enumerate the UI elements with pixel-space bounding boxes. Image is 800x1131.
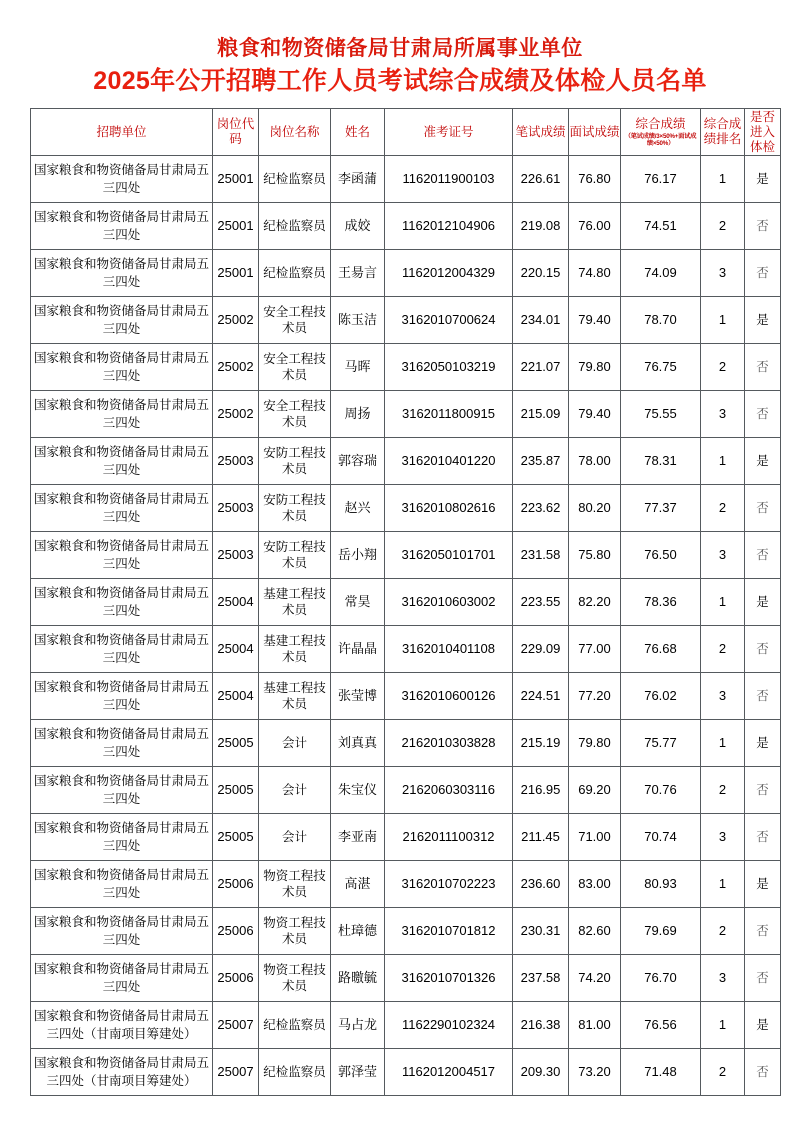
cell-unit: 国家粮食和物资储备局甘肃局五三四处: [31, 485, 213, 532]
cell-rank: 2: [701, 908, 745, 955]
cell-unit: 国家粮食和物资储备局甘肃局五三四处: [31, 438, 213, 485]
cell-interview-score: 73.20: [569, 1049, 621, 1096]
cell-written-score: 215.19: [513, 720, 569, 767]
cell-job-name: 安防工程技术员: [259, 438, 331, 485]
table-row: [31, 767, 781, 814]
table-row: [31, 861, 781, 908]
cell-job-name: 基建工程技术员: [259, 673, 331, 720]
table-row: [31, 297, 781, 344]
cell-unit: 国家粮食和物资储备局甘肃局五三四处: [31, 250, 213, 297]
header-rank: 综合成绩排名: [701, 109, 745, 156]
cell-rank: 2: [701, 1049, 745, 1096]
cell-job-name: 纪检监察员: [259, 156, 331, 203]
table-row: [31, 1049, 781, 1096]
cell-total-score: 74.09: [621, 250, 701, 297]
cell-candidate-name: 陈玉洁: [331, 297, 385, 344]
cell-physical-exam: 否: [745, 485, 781, 532]
cell-total-score: 78.70: [621, 297, 701, 344]
cell-interview-score: 79.80: [569, 344, 621, 391]
cell-total-score: 76.50: [621, 532, 701, 579]
cell-rank: 2: [701, 203, 745, 250]
header-total-score-formula: （笔试成绩/3×50%+面试成绩×50%）: [624, 133, 697, 147]
cell-candidate-name: 赵兴: [331, 485, 385, 532]
cell-physical-exam: 否: [745, 814, 781, 861]
cell-ticket-number: 1162012004517: [385, 1049, 513, 1096]
cell-ticket-number: 2162011100312: [385, 814, 513, 861]
table-header: [31, 109, 781, 156]
cell-rank: 3: [701, 532, 745, 579]
cell-total-score: 76.56: [621, 1002, 701, 1049]
header-name: 姓名: [331, 109, 385, 156]
cell-ticket-number: 3162010401220: [385, 438, 513, 485]
cell-candidate-name: 刘真真: [331, 720, 385, 767]
cell-unit: 国家粮食和物资储备局甘肃局五三四处: [31, 203, 213, 250]
table-row: [31, 814, 781, 861]
cell-total-score: 78.36: [621, 579, 701, 626]
header-total-score: [621, 109, 701, 156]
cell-ticket-number: 2162060303116: [385, 767, 513, 814]
cell-total-score: 79.69: [621, 908, 701, 955]
cell-job-code: 25004: [213, 579, 259, 626]
cell-total-score: 80.93: [621, 861, 701, 908]
title-line-2: 2025年公开招聘工作人员考试综合成绩及体检人员名单: [93, 67, 707, 95]
cell-candidate-name: 路曒毓: [331, 955, 385, 1002]
cell-job-name: 纪检监察员: [259, 250, 331, 297]
cell-physical-exam: 否: [745, 1049, 781, 1096]
cell-written-score: 220.15: [513, 250, 569, 297]
cell-candidate-name: 马占龙: [331, 1002, 385, 1049]
header-physical-exam: 是否进入体检: [745, 109, 781, 156]
table-body: [31, 156, 781, 1096]
header-code: 岗位代码: [213, 109, 259, 156]
cell-unit: 国家粮食和物资储备局甘肃局五三四处: [31, 156, 213, 203]
table-row: [31, 673, 781, 720]
cell-written-score: 215.09: [513, 391, 569, 438]
cell-interview-score: 77.20: [569, 673, 621, 720]
cell-job-name: 会计: [259, 767, 331, 814]
cell-rank: 1: [701, 156, 745, 203]
cell-ticket-number: 2162010303828: [385, 720, 513, 767]
cell-total-score: 77.37: [621, 485, 701, 532]
cell-written-score: 226.61: [513, 156, 569, 203]
cell-interview-score: 81.00: [569, 1002, 621, 1049]
cell-unit: 国家粮食和物资储备局甘肃局五三四处: [31, 767, 213, 814]
cell-physical-exam: 是: [745, 720, 781, 767]
cell-job-name: 安全工程技术员: [259, 297, 331, 344]
cell-rank: 1: [701, 720, 745, 767]
cell-ticket-number: 1162012104906: [385, 203, 513, 250]
cell-rank: 2: [701, 344, 745, 391]
cell-interview-score: 74.80: [569, 250, 621, 297]
cell-written-score: 224.51: [513, 673, 569, 720]
cell-physical-exam: 是: [745, 1002, 781, 1049]
cell-unit: 国家粮食和物资储备局甘肃局五三四处: [31, 391, 213, 438]
cell-interview-score: 77.00: [569, 626, 621, 673]
cell-written-score: 211.45: [513, 814, 569, 861]
cell-written-score: 221.07: [513, 344, 569, 391]
cell-unit: 国家粮食和物资储备局甘肃局五三四处: [31, 579, 213, 626]
document-title: [0, 0, 800, 108]
cell-total-score: 70.74: [621, 814, 701, 861]
cell-job-name: 物资工程技术员: [259, 908, 331, 955]
cell-total-score: 70.76: [621, 767, 701, 814]
cell-job-code: 25004: [213, 673, 259, 720]
table-row: [31, 1002, 781, 1049]
cell-candidate-name: 马晖: [331, 344, 385, 391]
cell-written-score: 229.09: [513, 626, 569, 673]
cell-ticket-number: 1162011900103: [385, 156, 513, 203]
cell-physical-exam: 否: [745, 908, 781, 955]
cell-candidate-name: 周扬: [331, 391, 385, 438]
table-row: [31, 344, 781, 391]
cell-candidate-name: 许晶晶: [331, 626, 385, 673]
cell-candidate-name: 杜璋德: [331, 908, 385, 955]
cell-unit: 国家粮食和物资储备局甘肃局五三四处: [31, 861, 213, 908]
table-row: [31, 485, 781, 532]
cell-physical-exam: 否: [745, 626, 781, 673]
cell-ticket-number: 1162290102324: [385, 1002, 513, 1049]
table-row: [31, 391, 781, 438]
cell-rank: 1: [701, 1002, 745, 1049]
cell-job-name: 物资工程技术员: [259, 861, 331, 908]
results-table-container: [0, 108, 800, 1096]
cell-ticket-number: 3162010701326: [385, 955, 513, 1002]
cell-total-score: 76.17: [621, 156, 701, 203]
cell-rank: 2: [701, 626, 745, 673]
cell-ticket-number: 3162010603002: [385, 579, 513, 626]
cell-ticket-number: 1162012004329: [385, 250, 513, 297]
cell-job-code: 25001: [213, 156, 259, 203]
cell-job-code: 25005: [213, 767, 259, 814]
cell-job-code: 25005: [213, 720, 259, 767]
cell-unit: 国家粮食和物资储备局甘肃局五三四处: [31, 908, 213, 955]
cell-interview-score: 79.80: [569, 720, 621, 767]
cell-candidate-name: 常昊: [331, 579, 385, 626]
cell-interview-score: 74.20: [569, 955, 621, 1002]
cell-candidate-name: 高湛: [331, 861, 385, 908]
cell-job-name: 纪检监察员: [259, 203, 331, 250]
cell-physical-exam: 是: [745, 861, 781, 908]
cell-unit: 国家粮食和物资储备局甘肃局五三四处: [31, 344, 213, 391]
cell-job-code: 25001: [213, 250, 259, 297]
cell-job-code: 25003: [213, 485, 259, 532]
cell-ticket-number: 3162010401108: [385, 626, 513, 673]
results-table: [30, 108, 781, 1096]
cell-unit: 国家粮食和物资储备局甘肃局五三四处: [31, 814, 213, 861]
cell-job-code: 25002: [213, 344, 259, 391]
cell-candidate-name: 朱宝仪: [331, 767, 385, 814]
cell-physical-exam: 否: [745, 767, 781, 814]
cell-job-code: 25002: [213, 391, 259, 438]
cell-physical-exam: 否: [745, 673, 781, 720]
header-written-score: 笔试成绩: [513, 109, 569, 156]
cell-total-score: 76.70: [621, 955, 701, 1002]
cell-unit: 国家粮食和物资储备局甘肃局五三四处: [31, 532, 213, 579]
cell-ticket-number: 3162050103219: [385, 344, 513, 391]
cell-ticket-number: 3162010600126: [385, 673, 513, 720]
cell-job-code: 25003: [213, 532, 259, 579]
table-row: [31, 532, 781, 579]
table-row: [31, 156, 781, 203]
cell-candidate-name: 郭泽莹: [331, 1049, 385, 1096]
cell-total-score: 71.48: [621, 1049, 701, 1096]
cell-total-score: 76.75: [621, 344, 701, 391]
cell-unit: 国家粮食和物资储备局甘肃局五三四处（甘南项目筹建处）: [31, 1002, 213, 1049]
cell-job-code: 25006: [213, 908, 259, 955]
cell-written-score: 216.95: [513, 767, 569, 814]
cell-unit: 国家粮食和物资储备局甘肃局五三四处: [31, 720, 213, 767]
cell-job-code: 25007: [213, 1002, 259, 1049]
cell-rank: 1: [701, 438, 745, 485]
cell-ticket-number: 3162010802616: [385, 485, 513, 532]
header-ticket: 准考证号: [385, 109, 513, 156]
cell-written-score: 234.01: [513, 297, 569, 344]
cell-rank: 3: [701, 391, 745, 438]
cell-physical-exam: 否: [745, 955, 781, 1002]
cell-total-score: 74.51: [621, 203, 701, 250]
cell-physical-exam: 是: [745, 297, 781, 344]
cell-ticket-number: 3162010701812: [385, 908, 513, 955]
table-row: [31, 203, 781, 250]
cell-job-name: 安全工程技术员: [259, 391, 331, 438]
cell-job-name: 会计: [259, 814, 331, 861]
table-row: [31, 720, 781, 767]
cell-written-score: 236.60: [513, 861, 569, 908]
cell-rank: 3: [701, 250, 745, 297]
cell-job-code: 25003: [213, 438, 259, 485]
cell-interview-score: 79.40: [569, 391, 621, 438]
cell-ticket-number: 3162050101701: [385, 532, 513, 579]
cell-written-score: 219.08: [513, 203, 569, 250]
cell-written-score: 223.62: [513, 485, 569, 532]
cell-job-name: 安防工程技术员: [259, 532, 331, 579]
cell-job-code: 25002: [213, 297, 259, 344]
cell-written-score: 235.87: [513, 438, 569, 485]
cell-rank: 2: [701, 485, 745, 532]
table-row: [31, 579, 781, 626]
cell-physical-exam: 否: [745, 344, 781, 391]
cell-written-score: 223.55: [513, 579, 569, 626]
cell-physical-exam: 是: [745, 579, 781, 626]
cell-written-score: 231.58: [513, 532, 569, 579]
cell-unit: 国家粮食和物资储备局甘肃局五三四处: [31, 673, 213, 720]
cell-written-score: 237.58: [513, 955, 569, 1002]
cell-rank: 3: [701, 814, 745, 861]
cell-candidate-name: 李函蒲: [331, 156, 385, 203]
cell-total-score: 76.68: [621, 626, 701, 673]
cell-rank: 1: [701, 579, 745, 626]
cell-candidate-name: 岳小翔: [331, 532, 385, 579]
cell-rank: 1: [701, 861, 745, 908]
cell-candidate-name: 李亚南: [331, 814, 385, 861]
cell-job-code: 25006: [213, 861, 259, 908]
cell-unit: 国家粮食和物资储备局甘肃局五三四处（甘南项目筹建处）: [31, 1049, 213, 1096]
cell-unit: 国家粮食和物资储备局甘肃局五三四处: [31, 626, 213, 673]
cell-interview-score: 78.00: [569, 438, 621, 485]
cell-interview-score: 75.80: [569, 532, 621, 579]
cell-total-score: 75.55: [621, 391, 701, 438]
cell-ticket-number: 3162010702223: [385, 861, 513, 908]
cell-interview-score: 79.40: [569, 297, 621, 344]
cell-job-name: 基建工程技术员: [259, 579, 331, 626]
header-row: [31, 109, 781, 156]
cell-unit: 国家粮食和物资储备局甘肃局五三四处: [31, 955, 213, 1002]
cell-physical-exam: 否: [745, 391, 781, 438]
header-interview-score: 面试成绩: [569, 109, 621, 156]
cell-rank: 2: [701, 767, 745, 814]
cell-interview-score: 80.20: [569, 485, 621, 532]
table-row: [31, 250, 781, 297]
cell-physical-exam: 否: [745, 532, 781, 579]
cell-job-name: 纪检监察员: [259, 1049, 331, 1096]
cell-written-score: 230.31: [513, 908, 569, 955]
cell-physical-exam: 是: [745, 438, 781, 485]
cell-physical-exam: 否: [745, 250, 781, 297]
cell-written-score: 216.38: [513, 1002, 569, 1049]
cell-rank: 3: [701, 955, 745, 1002]
cell-physical-exam: 是: [745, 156, 781, 203]
cell-total-score: 76.02: [621, 673, 701, 720]
cell-job-name: 会计: [259, 720, 331, 767]
cell-interview-score: 69.20: [569, 767, 621, 814]
table-row: [31, 908, 781, 955]
cell-interview-score: 83.00: [569, 861, 621, 908]
cell-total-score: 75.77: [621, 720, 701, 767]
cell-candidate-name: 成姣: [331, 203, 385, 250]
cell-job-code: 25007: [213, 1049, 259, 1096]
cell-interview-score: 76.80: [569, 156, 621, 203]
cell-interview-score: 82.20: [569, 579, 621, 626]
cell-job-name: 安防工程技术员: [259, 485, 331, 532]
cell-job-name: 基建工程技术员: [259, 626, 331, 673]
title-line-1: 粮食和物资储备局甘肃局所属事业单位: [217, 37, 583, 60]
cell-interview-score: 82.60: [569, 908, 621, 955]
table-row: [31, 955, 781, 1002]
cell-unit: 国家粮食和物资储备局甘肃局五三四处: [31, 297, 213, 344]
header-job: 岗位名称: [259, 109, 331, 156]
table-row: [31, 626, 781, 673]
cell-total-score: 78.31: [621, 438, 701, 485]
cell-candidate-name: 张莹博: [331, 673, 385, 720]
header-total-score-main: 综合成绩: [635, 116, 686, 131]
cell-ticket-number: 3162010700624: [385, 297, 513, 344]
cell-job-code: 25005: [213, 814, 259, 861]
cell-candidate-name: 郭容瑞: [331, 438, 385, 485]
cell-job-code: 25001: [213, 203, 259, 250]
cell-interview-score: 71.00: [569, 814, 621, 861]
cell-job-code: 25004: [213, 626, 259, 673]
cell-interview-score: 76.00: [569, 203, 621, 250]
cell-rank: 1: [701, 297, 745, 344]
table-row: [31, 438, 781, 485]
cell-job-name: 物资工程技术员: [259, 955, 331, 1002]
cell-job-code: 25006: [213, 955, 259, 1002]
cell-candidate-name: 王昜言: [331, 250, 385, 297]
header-unit: 招聘单位: [31, 109, 213, 156]
cell-written-score: 209.30: [513, 1049, 569, 1096]
cell-rank: 3: [701, 673, 745, 720]
cell-job-name: 安全工程技术员: [259, 344, 331, 391]
cell-ticket-number: 3162011800915: [385, 391, 513, 438]
cell-job-name: 纪检监察员: [259, 1002, 331, 1049]
cell-physical-exam: 否: [745, 203, 781, 250]
